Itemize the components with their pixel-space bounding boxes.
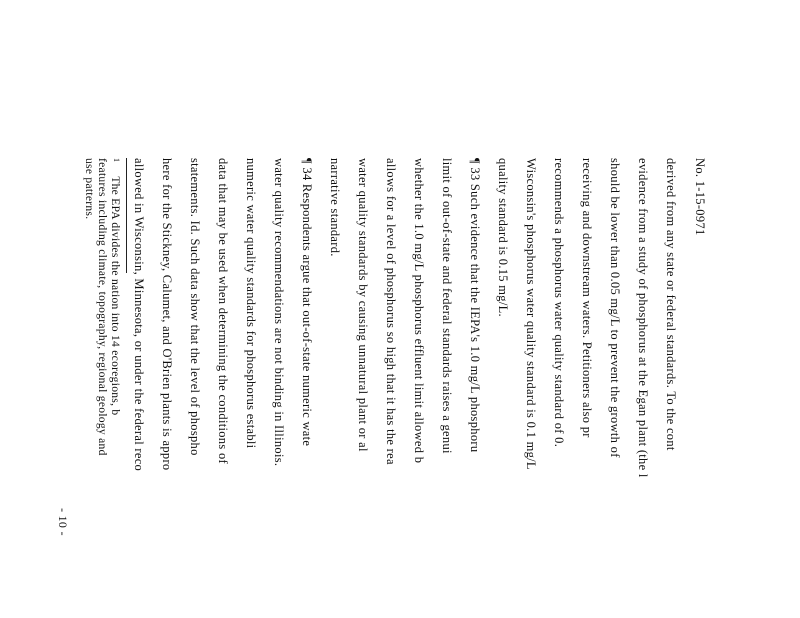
text-line: here for the Stickney, Calumet, and O'Brien plants is appro [160, 158, 174, 471]
text-line: whether the 1.0 mg/L phosphorus effluent limit allowed b [412, 158, 426, 464]
text-line: quality standard is 0.15 mg/L. [496, 158, 510, 317]
footnote-line: use patterns. [83, 158, 95, 220]
page-number: - 10 - [56, 508, 70, 536]
text-line: allowed in Wisconsin, Minnesota, or under the federal reco [132, 158, 146, 472]
paragraph-34-line: ¶ 34 Respondents argue that out-of-state numeric wate [300, 158, 314, 447]
text-line: receiving and downstream waters. Petitioners also pr [580, 158, 594, 438]
text-line: data that may be used when determining the conditions of [216, 158, 230, 464]
text-line: allows for a level of phosphorus so high that it has the rea [384, 158, 398, 465]
paragraph-33-line: ¶ 33 Such evidence that the IEPA's 1.0 mg/L phosphoru [468, 158, 482, 453]
case-number: No. 1-15-0971 [693, 158, 707, 236]
rotated-page-content [56, 158, 710, 618]
text-line: statements. Id. Such data show that the level of phospho [188, 158, 202, 456]
footnote-divider [126, 158, 127, 273]
text-line: should be lower than 0.05 mg/L to prevent the growth of [608, 158, 622, 458]
footnote-line: features including climate, topography, regional geology and [96, 158, 108, 456]
text-line: narrative standard. [328, 158, 342, 257]
footnote-text: The EPA divides the nation into 14 ecoregions, b [109, 176, 121, 416]
text-line: recommends a phosphorus water quality standard of 0. [552, 158, 566, 448]
text-line: derived from any state or federal standards. To the cont [664, 158, 678, 451]
text-line: evidence from a study of phosphorus at the Egan plant (the l [636, 158, 650, 478]
text-line: numeric water quality standards for phosphorus establi [244, 158, 258, 449]
text-line: water quality standards by causing unnatural plant or al [356, 158, 370, 452]
footnote-marker: 1 [112, 158, 121, 163]
footnote-line [109, 158, 121, 415]
text-line: Wisconsin's phosphorus water quality standard is 0.1 mg/L [524, 158, 538, 470]
text-line: water quality recommendations are not binding in Illinois. [272, 158, 286, 467]
document-body [56, 158, 710, 618]
text-line: limit of out-of-state and federal standards raises a genui [440, 158, 454, 454]
